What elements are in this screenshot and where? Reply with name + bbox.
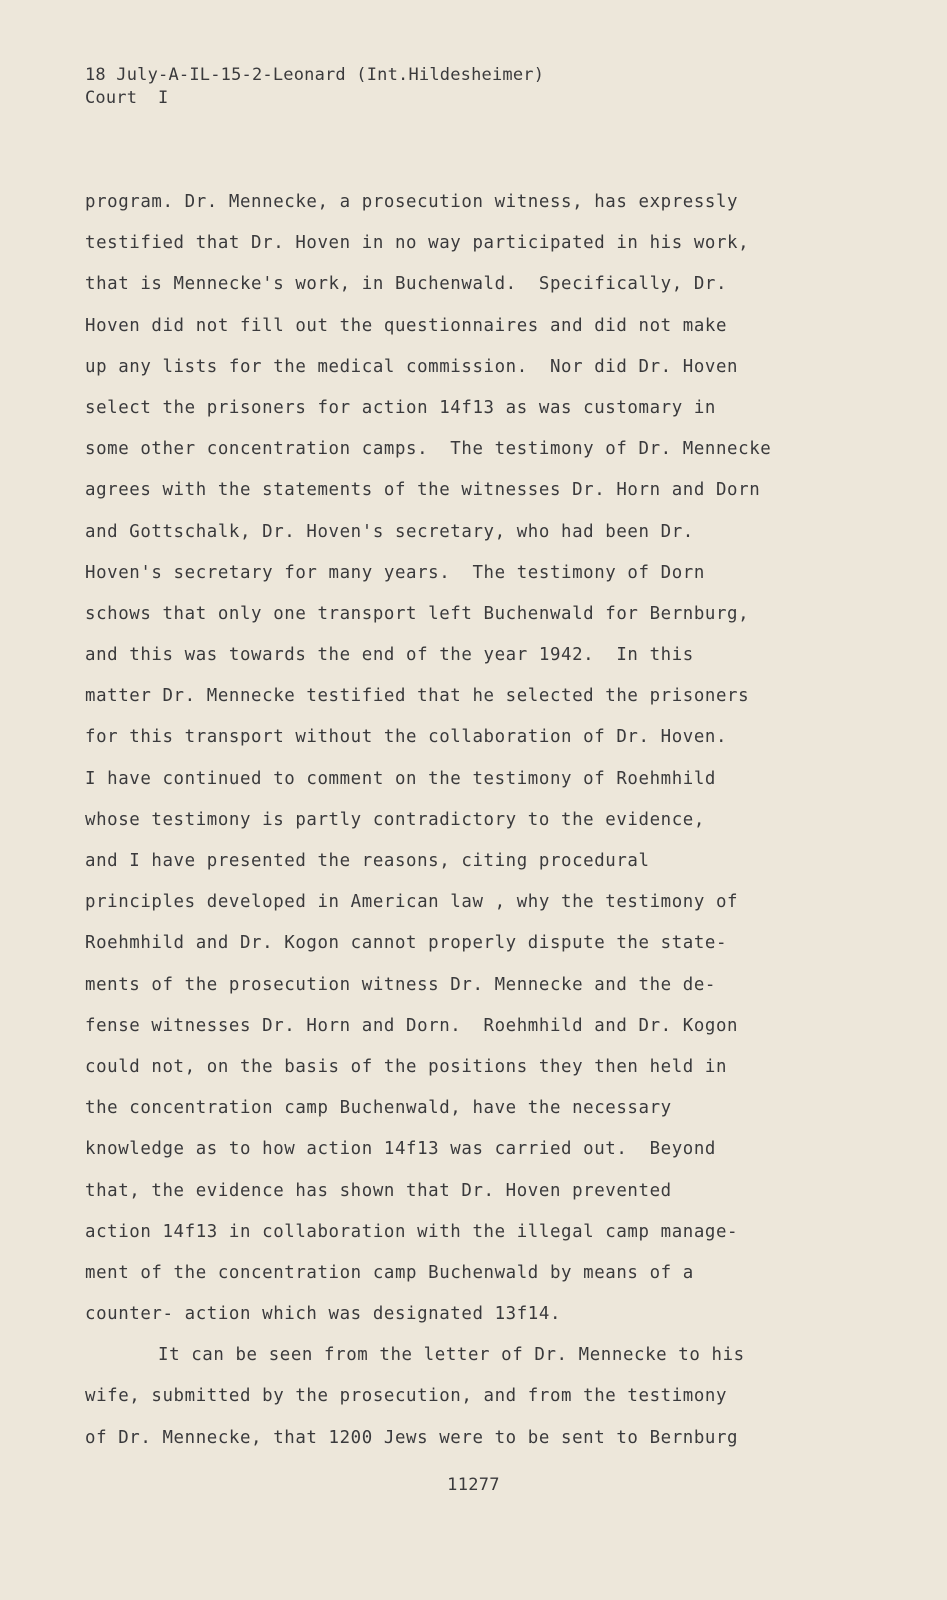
text-line: agrees with the statements of the witnesses Dr. Horn and Dorn (85, 480, 761, 501)
text-line: that is Mennecke's work, in Buchenwald. Specifically, Dr. (85, 274, 728, 295)
header-court-line: Court I (85, 88, 169, 108)
text-line: Roehmhild and Dr. Kogon cannot properly dispute the state- (85, 933, 728, 954)
document-header (85, 64, 544, 110)
text-line: knowledge as to how action 14f13 was carried out. Beyond (85, 1139, 716, 1160)
header-reference-line: 18 July-A-IL-15-2-Leonard (Int.Hildesheimer) (85, 65, 545, 85)
text-line: fense witnesses Dr. Horn and Dorn. Roehmhild and Dr. Kogon (85, 1015, 739, 1036)
text-line: wife, submitted by the prosecution, and from the testimony (85, 1386, 728, 1407)
text-line: up any lists for the medical commission. Nor did Dr. Hoven (85, 356, 739, 377)
text-line: select the prisoners for action 14f13 as was customary in (85, 397, 716, 418)
text-line: ments of the prosecution witness Dr. Mennecke and the de- (85, 974, 716, 995)
text-line: for this transport without the collaboration of Dr. Hoven. (85, 727, 728, 748)
text-line: some other concentration camps. The testimony of Dr. Mennecke (85, 439, 772, 460)
text-line: matter Dr. Mennecke testified that he selected the prisoners (85, 686, 750, 707)
text-line: counter- action which was designated 13f14. (85, 1304, 562, 1325)
text-line: I have continued to comment on the testimony of Roehmhild (85, 768, 716, 789)
document-body (85, 182, 865, 1459)
text-line: and I have presented the reasons, citing procedural (85, 851, 650, 871)
text-line: that, the evidence has shown that Dr. Hoven prevented (85, 1180, 672, 1201)
paragraph-start-line: It can be seen from the letter of Dr. Mennecke to his (158, 1345, 745, 1366)
text-line: of Dr. Mennecke, that 1200 Jews were to be sent to Bernburg (85, 1427, 739, 1448)
text-line: testified that Dr. Hoven in no way participated in his work, (85, 233, 750, 254)
text-line: principles developed in American law , why the testimony of (85, 892, 739, 913)
text-line: schows that only one transport left Buchenwald for Bernburg, (85, 603, 750, 624)
text-line: and Gottschalk, Dr. Hoven's secretary, who had been Dr. (85, 521, 694, 542)
text-line: whose testimony is partly contradictory to the evidence, (85, 809, 705, 830)
text-line: program. Dr. Mennecke, a prosecution witness, has expressly (85, 192, 739, 212)
text-line: could not, on the basis of the positions they then held in (85, 1056, 728, 1077)
text-line: ment of the concentration camp Buchenwald by means of a (85, 1262, 694, 1283)
text-line: Hoven's secretary for many years. The testimony of Dorn (85, 562, 705, 583)
text-line: the concentration camp Buchenwald, have the necessary (85, 1098, 672, 1119)
text-line: Hoven did not fill out the questionnaires and did not make (85, 315, 728, 336)
page-number: 11277 (447, 1475, 500, 1495)
text-line: and this was towards the end of the year 1942. In this (85, 645, 694, 666)
text-line: action 14f13 in collaboration with the illegal camp manage- (85, 1221, 739, 1242)
